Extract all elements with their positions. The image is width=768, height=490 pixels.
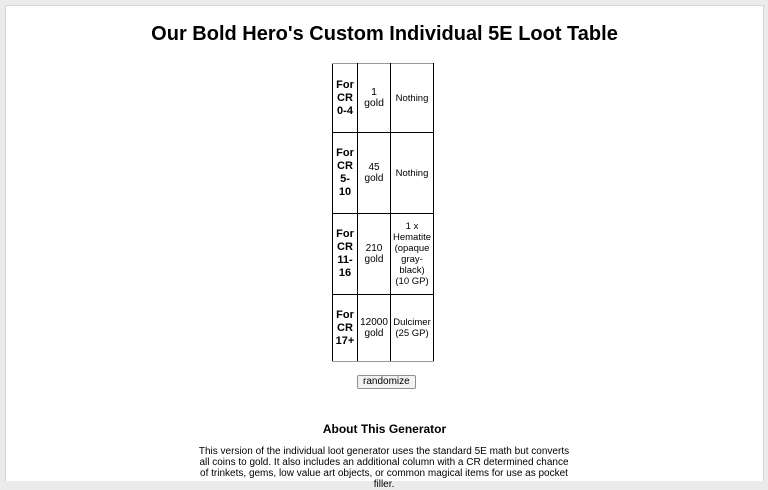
gold-cell: 210 gold [358, 214, 391, 295]
table-row [333, 64, 434, 133]
cr-range-cell: For CR 17+ [333, 295, 358, 362]
about-text: This version of the individual loot generator uses the standard 5E math but converts all coins to gold. It also includes an additional column with a CR determined chance of trinkets, gems, low value art objects, or common magical items for use as pocket filler. [198, 446, 570, 490]
table-row [333, 214, 434, 295]
item-cell: Nothing [391, 133, 434, 214]
item-cell: 1 x Hematite (opaque gray-black) (10 GP) [391, 214, 434, 295]
item-cell: Nothing [391, 64, 434, 133]
page-title: Our Bold Hero's Custom Individual 5E Loot Table [151, 23, 618, 45]
cr-range-cell: For CR 5-10 [333, 133, 358, 214]
table-row [333, 133, 434, 214]
item-cell: Dulcimer (25 GP) [391, 295, 434, 362]
about-heading: About This Generator [322, 422, 447, 436]
loot-table [332, 63, 434, 362]
table-row [333, 295, 434, 362]
cr-range-cell: For CR 0-4 [333, 64, 358, 133]
gold-cell: 12000 gold [358, 295, 391, 362]
page-container [5, 5, 764, 490]
gold-cell: 1 gold [358, 64, 391, 133]
cr-range-cell: For CR 11-16 [333, 214, 358, 295]
randomize-button[interactable]: randomize [357, 375, 416, 389]
gold-cell: 45 gold [358, 133, 391, 214]
